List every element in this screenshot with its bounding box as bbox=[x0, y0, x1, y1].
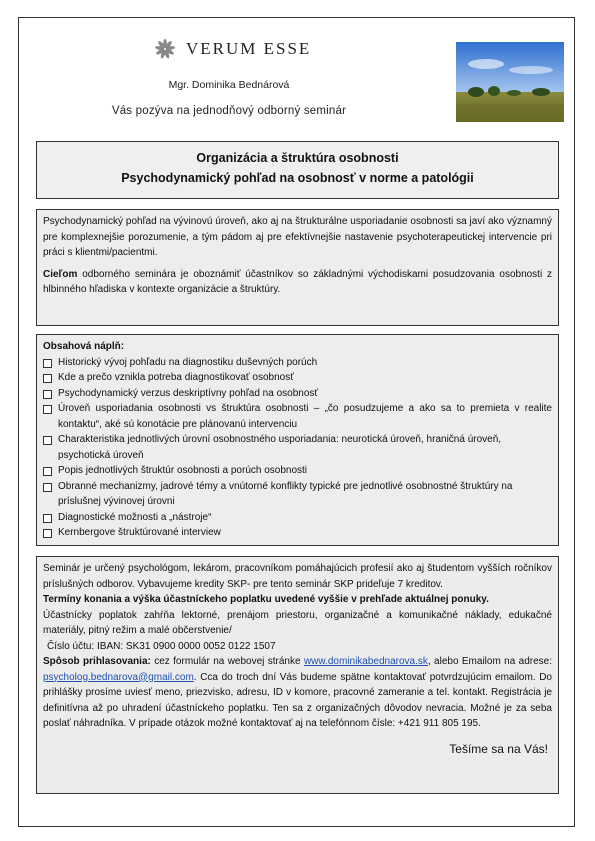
checkbox-bullet-icon bbox=[43, 483, 52, 492]
content-heading: Obsahová náplň: bbox=[43, 341, 125, 352]
list-item: Kernbergove štruktúrované interview bbox=[43, 525, 552, 541]
checkbox-bullet-icon bbox=[43, 390, 52, 399]
list-item: Popis jednotlivých štruktúr osobnosti a porúch osobnosti bbox=[43, 463, 552, 479]
iban-text: Číslo účtu: IBAN: SK31 0900 0000 0052 0122 1507 bbox=[47, 640, 276, 652]
field-landscape-photo bbox=[456, 42, 564, 122]
header bbox=[19, 18, 576, 148]
website-link[interactable]: www.dominikabednarova.sk bbox=[303, 656, 428, 667]
list-item: Kde a prečo vznikla potreba diagnostikovať osobnosť bbox=[43, 370, 552, 386]
goal-paragraph bbox=[43, 267, 552, 298]
closing-text: Tešíme sa na Vás! bbox=[449, 741, 548, 756]
title-line-1: Organizácia a štruktúra osobnosti bbox=[196, 151, 399, 165]
goal-label: Cieľom bbox=[43, 268, 78, 280]
checkbox-bullet-icon bbox=[43, 405, 52, 414]
title-line-2: Psychodynamický pohľad na osobnosť v norme a patológii bbox=[121, 171, 474, 185]
list-item: Psychodynamický verzus deskriptívny pohľad na osobnosť bbox=[43, 386, 552, 402]
seminar-title bbox=[36, 141, 559, 199]
email-link[interactable]: psycholog.bednarova@gmail.com bbox=[43, 671, 194, 683]
audience-text: Seminár je určený psychológom, lekárom, pracovníkom pomáhajúcich profesií ako aj študentom vyšších ročníkov príslušných odborov. Vybavujeme kredity SKP- pre tento seminár SKP prideľuje 7 kreditov. bbox=[43, 563, 552, 590]
goal-text: odborného seminára je oboznámiť účastníkov so základnými východiskami posudzovania osobnosti z hlbinného hľadiska v kontexte organizácie a štruktúry. bbox=[43, 268, 552, 295]
checkbox-bullet-icon bbox=[43, 359, 52, 368]
list-item: Charakteristika jednotlivých úrovní osobnostného usporiadania: neurotická úroveň, hraničná úroveň, psychotická úroveň bbox=[43, 432, 552, 463]
intro-section bbox=[36, 209, 559, 326]
terms-text: Termíny konania a výška účastníckeho poplatku uvedené vyššie v prehľade aktuálnej ponuky. bbox=[43, 594, 489, 605]
signup-label: Spôsob prihlasovania: bbox=[43, 656, 151, 667]
content-list bbox=[43, 355, 552, 541]
info-section-bottom bbox=[36, 786, 559, 794]
content-section bbox=[36, 334, 559, 546]
checkbox-bullet-icon bbox=[43, 436, 52, 445]
list-item: Diagnostické možnosti a „nástroje“ bbox=[43, 510, 552, 526]
list-item: Úroveň usporiadania osobnosti vs štruktúra osobnosti – „čo posudzujeme a ako sa to premieta v realite kontaktu“, aké sú konotácie pre plánovanú intervenciu bbox=[43, 401, 552, 432]
list-item: Obranné mechanizmy, jadrové témy a vnútorné konflikty typické pre jednotlivé osobnostné štruktúry na príslušnej vývinovej úrovni bbox=[43, 479, 552, 510]
checkbox-bullet-icon bbox=[43, 467, 52, 476]
checkbox-bullet-icon bbox=[43, 374, 52, 383]
logo bbox=[154, 38, 311, 60]
checkbox-bullet-icon bbox=[43, 529, 52, 538]
author-name: Mgr. Dominika Bednárová bbox=[168, 79, 290, 91]
sunburst-logo-icon bbox=[154, 38, 176, 60]
page-frame bbox=[18, 17, 575, 827]
fee-text: Účastnícky poplatok zahŕňa lektorné, prenájom priestoru, organizačné a komunikačné náklady, edukačné materiály, pitný režim a malé občerstvenie/ bbox=[43, 609, 552, 636]
list-item: Historický vývoj pohľadu na diagnostiku duševných porúch bbox=[43, 355, 552, 371]
info-section bbox=[36, 556, 559, 786]
brand-name: VERUM ESSE bbox=[186, 39, 312, 58]
signup-paragraph: Spôsob prihlasovania: cez formulár na webovej stránke www.dominikabednarova.sk, alebo Emailom na adrese: psycholog.bednarova@gmail.com. Cca do troch dní Vás budeme spätne kontaktovať potvrdzujúcim emailom. Do prihlášky prosíme uviesť meno, priezvisko, adresu, ID v komore, pracovné zameranie a tel. kontakt. Registrácia je definitívna až po uhradení účastníckeho poplatku. Ten sa z organizačných dôvodov nevracia. Možné je za seba poslať náhradníka. V prípade otázok možné kontaktovať aj na telefónnom čísle: +421 911 805 195. bbox=[43, 656, 553, 729]
checkbox-bullet-icon bbox=[43, 514, 52, 523]
invite-line: Vás pozýva na jednodňový odborný seminár bbox=[111, 105, 347, 117]
intro-paragraph: Psychodynamický pohľad na vývinovú úroveň, ako aj na štrukturálne usporiadanie osobnosti sa javí ako významný pre komplexnejšie porozumenie, a tým pádom aj pre efektívnejšie nastavenie psychoterapeutickej intervencie pri práci s klientmi/pacientmi. bbox=[43, 216, 552, 258]
